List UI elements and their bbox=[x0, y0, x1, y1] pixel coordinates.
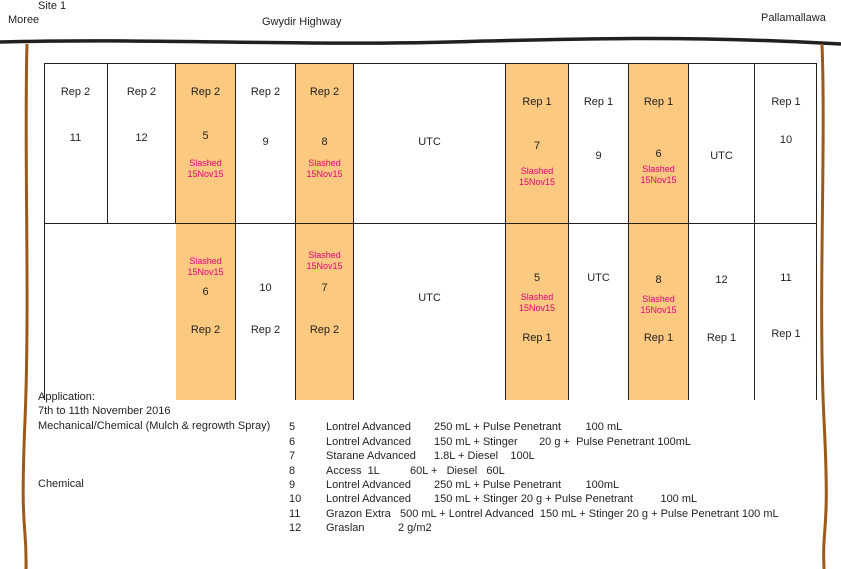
slashed-note: Slashed 15Nov15 bbox=[518, 292, 556, 313]
plot-treatment-number: 9 bbox=[262, 136, 269, 148]
plot-rep-label: Rep 2 bbox=[250, 86, 281, 98]
right-town-label: Pallamallawa bbox=[761, 12, 826, 24]
plot-treatment-number: UTC bbox=[587, 272, 610, 284]
plot-rep-label: Rep 1 bbox=[643, 96, 674, 108]
treatment-product: Lontrel Advanced bbox=[326, 479, 412, 491]
treatment-rate: 250 mL + Pulse Penetrant 100 mL bbox=[434, 421, 623, 433]
treatment-product: Lontrel Advanced bbox=[326, 421, 412, 433]
treatment-rate: 250 mL + Pulse Penetrant 100mL bbox=[434, 479, 620, 491]
plot-treatment-number: 7 bbox=[533, 140, 541, 152]
road-line bbox=[0, 39, 841, 45]
plot-treatment-number: 12 bbox=[715, 274, 728, 286]
treatment-number: 11 bbox=[289, 508, 301, 520]
left-boundary-line bbox=[23, 44, 27, 569]
slashed-note: Slashed 15Nov15 bbox=[187, 158, 224, 179]
treatment-number: 7 bbox=[289, 450, 296, 462]
plot-treatment-number: 7 bbox=[321, 282, 328, 294]
application-dates: 7th to 11th November 2016 bbox=[38, 405, 171, 417]
plot-rep-label: Rep 1 bbox=[643, 332, 674, 344]
right-boundary-line bbox=[822, 44, 827, 569]
plot-rep-label: Rep 1 bbox=[583, 96, 614, 108]
plot-rep-label: Rep 1 bbox=[771, 328, 801, 340]
slashed-note: Slashed 15Nov15 bbox=[306, 250, 343, 271]
plot-treatment-number: UTC bbox=[710, 150, 733, 162]
plot-treatment-number: 10 bbox=[779, 134, 793, 146]
plot-treatment-number: 11 bbox=[780, 272, 792, 284]
plot-rep-label: Rep 2 bbox=[60, 86, 91, 98]
plot-rep-label: Rep 1 bbox=[706, 332, 737, 344]
application-heading: Application: bbox=[38, 391, 95, 403]
plot-rep-label: Rep 2 bbox=[190, 86, 221, 98]
plot-rep-label: Rep 1 bbox=[522, 332, 552, 344]
plot-treatment-number: UTC bbox=[418, 292, 441, 304]
treatment-product: Lontrel Advanced bbox=[326, 436, 412, 448]
treatment-number: 6 bbox=[289, 436, 296, 448]
slashed-note: Slashed 15Nov15 bbox=[306, 158, 343, 179]
plot-rep-label: Rep 2 bbox=[309, 324, 340, 336]
treatment-product: Lontrel Advanced bbox=[326, 493, 412, 505]
slashed-note: Slashed 15Nov15 bbox=[187, 256, 224, 277]
plot-treatment-number: 5 bbox=[202, 130, 209, 142]
slashed-note: Slashed 15Nov15 bbox=[518, 166, 556, 187]
mechanical-chemical-label: Mechanical/Chemical (Mulch & regrowth Spray) bbox=[38, 420, 271, 432]
plot-treatment-number: 8 bbox=[321, 136, 328, 148]
plot-treatment-number: 6 bbox=[655, 148, 662, 160]
treatment-rate: 150 mL + Stinger 20 g + Pulse Penetrant 100mL bbox=[434, 436, 692, 448]
left-town-label: Moree bbox=[8, 14, 40, 26]
plot-rep-label: Rep 2 bbox=[250, 324, 281, 336]
chemical-label: Chemical bbox=[38, 478, 84, 490]
treatment-rate: 60L + Diesel 60L bbox=[410, 465, 505, 477]
treatment-product: Starane Advanced bbox=[326, 450, 416, 462]
treatment-number: 8 bbox=[289, 465, 296, 477]
plot-treatment-number: 11 bbox=[69, 132, 82, 144]
plot-rep-label: Rep 2 bbox=[309, 86, 340, 98]
plot-treatment-number: 5 bbox=[533, 272, 541, 284]
plot-treatment-number: 6 bbox=[202, 286, 209, 298]
plot-treatment-number: 8 bbox=[655, 274, 662, 286]
treatment-rate: 1.8L + Diesel 100L bbox=[434, 450, 535, 462]
slashed-note: Slashed 15Nov15 bbox=[640, 164, 677, 185]
slashed-note: Slashed 15Nov15 bbox=[640, 294, 677, 315]
plot-treatment-number: UTC bbox=[418, 136, 441, 148]
treatment-rate: 150 mL + Stinger 20 g + Pulse Penetrant 100 mL bbox=[434, 493, 698, 505]
treatment-rate: 2 g/m2 bbox=[398, 522, 432, 534]
road-label: Gwydir Highway bbox=[262, 16, 342, 28]
treatment-product: Grazon Extra 500 mL + Lontrel Advanced 150 mL + Stinger 20 g + Pulse Penetrant 100 mL bbox=[326, 508, 779, 520]
treatment-product: Access 1L bbox=[326, 465, 380, 477]
treatment-number: 12 bbox=[289, 522, 302, 534]
row-divider bbox=[44, 223, 817, 224]
treatment-number: 5 bbox=[289, 421, 296, 433]
plot-treatment-number: 9 bbox=[595, 150, 602, 162]
treatment-product: Graslan bbox=[326, 522, 365, 534]
plot-grid-outline bbox=[44, 63, 817, 400]
plot-treatment-number: 10 bbox=[259, 282, 272, 294]
plot-rep-label: Rep 2 bbox=[126, 86, 157, 98]
site-label: Site 1 bbox=[38, 0, 67, 12]
plot-rep-label: Rep 1 bbox=[771, 96, 801, 108]
treatment-number: 9 bbox=[289, 479, 296, 491]
plot-treatment-number: 12 bbox=[135, 132, 148, 144]
plot-rep-label: Rep 1 bbox=[522, 96, 552, 108]
plot-rep-label: Rep 2 bbox=[190, 324, 221, 336]
treatment-number: 10 bbox=[289, 493, 302, 505]
